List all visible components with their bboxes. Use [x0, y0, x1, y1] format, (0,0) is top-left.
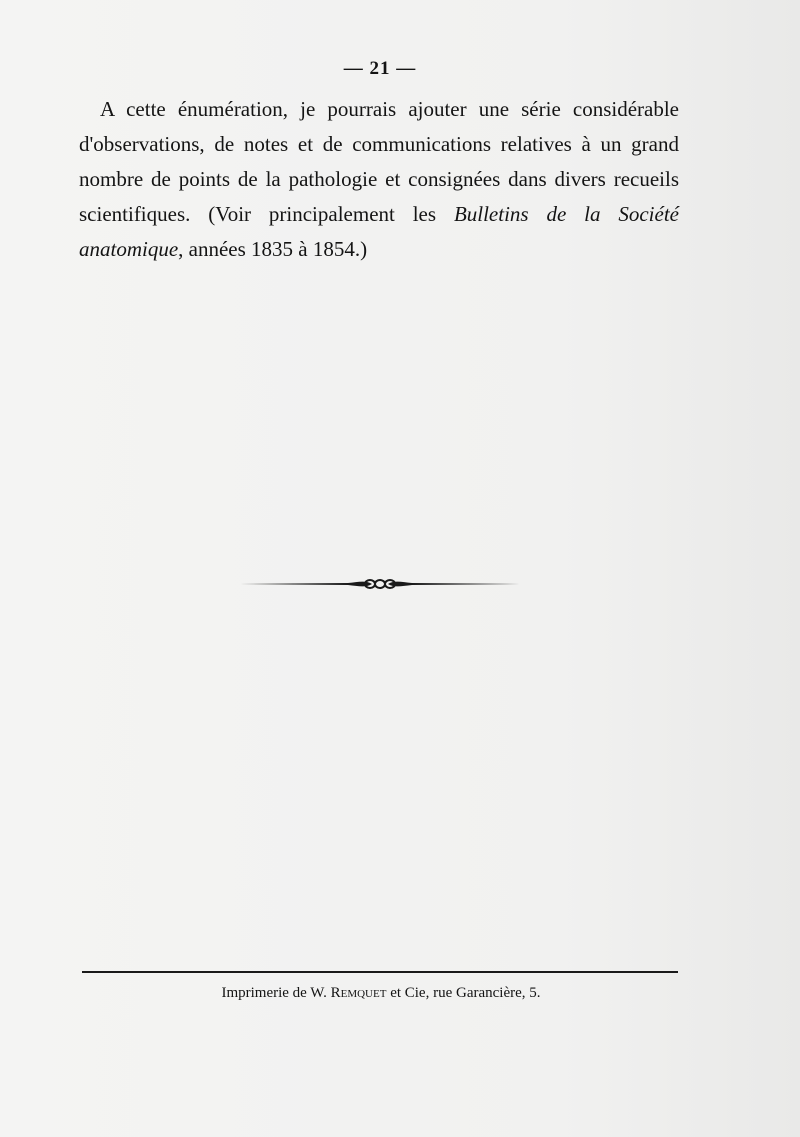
imprint-prefix: Imprimerie de W.: [221, 985, 331, 1001]
journal-title: Bulletins de la Société anatomique: [79, 202, 679, 261]
paragraph-text-end: , années 1835 à 1854.): [178, 237, 368, 261]
page-number: — 21 —: [343, 58, 417, 79]
paragraph-text: A cette énumération, je pourrais ajouter une série considérable d'observations, de notes et de communications relatives à un grand nombre de points de la pathologie et consignées dans divers recueils scientifiques. (Voir principalement les: [79, 97, 679, 226]
printer-imprint: [0, 985, 762, 1002]
footer-rule: [82, 971, 678, 973]
imprint-printer-name: Remquet: [330, 985, 387, 1001]
imprint-address: et Cie, rue Garancière, 5.: [386, 985, 541, 1001]
ornament-divider-icon: [240, 574, 520, 594]
body-paragraph: [79, 92, 679, 267]
